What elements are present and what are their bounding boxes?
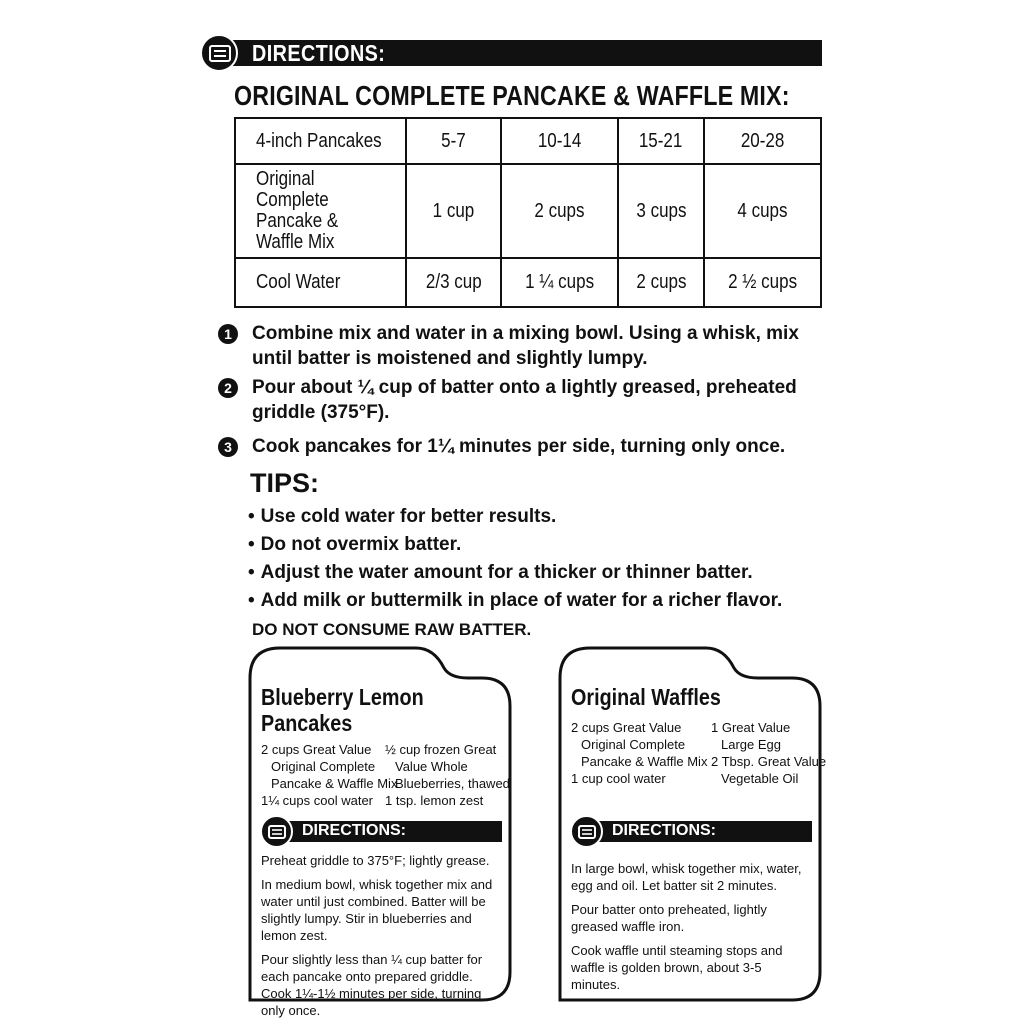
recipe-book-icon	[570, 815, 603, 848]
table-cell: 4 cups	[704, 164, 821, 258]
card-directions-bar	[260, 818, 502, 844]
recipe-title: Blueberry Lemon Pancakes	[261, 684, 424, 736]
recipe-book-icon	[200, 34, 238, 72]
amounts-table	[234, 117, 822, 308]
card-directions-steps: In large bowl, whisk together mix, water, egg and oil. Let batter sit 2 minutes. Pour batter onto preheated, lightly greased waffle iron. Cook waffle until steaming stops and waffle is golden brown, about 3-5 minutes.	[571, 861, 802, 992]
step-text: Pour about ¼ cup of batter onto a lightly greased, preheated griddle (375°F).	[252, 377, 797, 423]
ingredients-left: 2 cups Great Value Original Complete Pancake & Waffle Mix 1 cup cool water	[571, 720, 708, 786]
card-directions-label: DIRECTIONS:	[302, 822, 406, 839]
list-item: • Use cold water for better results.	[248, 503, 782, 531]
table-row	[235, 164, 821, 258]
ingredients-left: 2 cups Great Value Original Complete Pancake & Waffle Mix 1¼ cups cool water	[261, 742, 398, 808]
table-cell: 2 cups	[501, 164, 618, 258]
table-cell: Original Complete Pancake & Waffle Mix	[235, 164, 406, 258]
table-row	[235, 118, 821, 164]
step-number-badge: 3	[218, 437, 238, 457]
tips-list	[248, 503, 782, 615]
step-text: Cook pancakes for 1¼ minutes per side, turning only once.	[252, 436, 786, 457]
recipe-card-waffles	[558, 646, 827, 1002]
table-cell: 2 ½ cups	[704, 258, 821, 307]
recipe-title: Original Waffles	[571, 684, 721, 710]
table-cell: 20-28	[704, 118, 821, 164]
recipe-card-blueberry	[248, 646, 512, 1018]
card-directions-label: DIRECTIONS:	[612, 822, 716, 839]
list-item: • Do not overmix batter.	[248, 531, 782, 559]
ingredients-right: ½ cup frozen Great Value Whole Blueberries, thawed 1 tsp. lemon zest	[385, 742, 510, 808]
recipe-book-icon	[260, 815, 293, 848]
table-row	[235, 258, 821, 307]
step-text: Combine mix and water in a mixing bowl. Using a whisk, mix until batter is moistened and slightly lumpy.	[252, 323, 799, 369]
table-cell: 4-inch Pancakes	[235, 118, 406, 164]
table-cell: 5-7	[406, 118, 501, 164]
directions-label: DIRECTIONS:	[252, 40, 386, 66]
table-cell: 10-14	[501, 118, 618, 164]
step-number-badge: 1	[218, 324, 238, 344]
list-item: • Add milk or buttermilk in place of water for a richer flavor.	[248, 587, 782, 615]
table-cell: Cool Water	[235, 258, 406, 307]
table-cell: 3 cups	[618, 164, 704, 258]
warning-text: DO NOT CONSUME RAW BATTER.	[252, 620, 532, 639]
ingredients-right: 1 Great Value Large Egg 2 Tbsp. Great Value Vegetable Oil	[711, 720, 827, 786]
directions-header-bar	[200, 38, 822, 68]
step-2	[218, 375, 838, 425]
step-3	[218, 434, 838, 459]
step-number-badge: 2	[218, 378, 238, 398]
table-cell: 1 ¼ cups	[501, 258, 618, 307]
table-cell: 1 cup	[406, 164, 501, 258]
step-1	[218, 321, 838, 371]
list-item: • Adjust the water amount for a thicker or thinner batter.	[248, 559, 782, 587]
card-directions-bar	[570, 818, 812, 844]
table-cell: 15-21	[618, 118, 704, 164]
table-cell: 2 cups	[618, 258, 704, 307]
page-title: ORIGINAL COMPLETE PANCAKE & WAFFLE MIX:	[234, 80, 790, 111]
card-directions-steps: Preheat griddle to 375°F; lightly grease. In medium bowl, whisk together mix and water until just combined. Batter will be slightly lumpy. Stir in blueberries and lemon zest. Pour slightly less than ¼ cup batter for each pancake onto prepared griddle. Cook 1¼-1½ minutes per side, turning only once.	[261, 853, 493, 1018]
tips-title: TIPS:	[250, 468, 320, 498]
table-cell: 2/3 cup	[406, 258, 501, 307]
